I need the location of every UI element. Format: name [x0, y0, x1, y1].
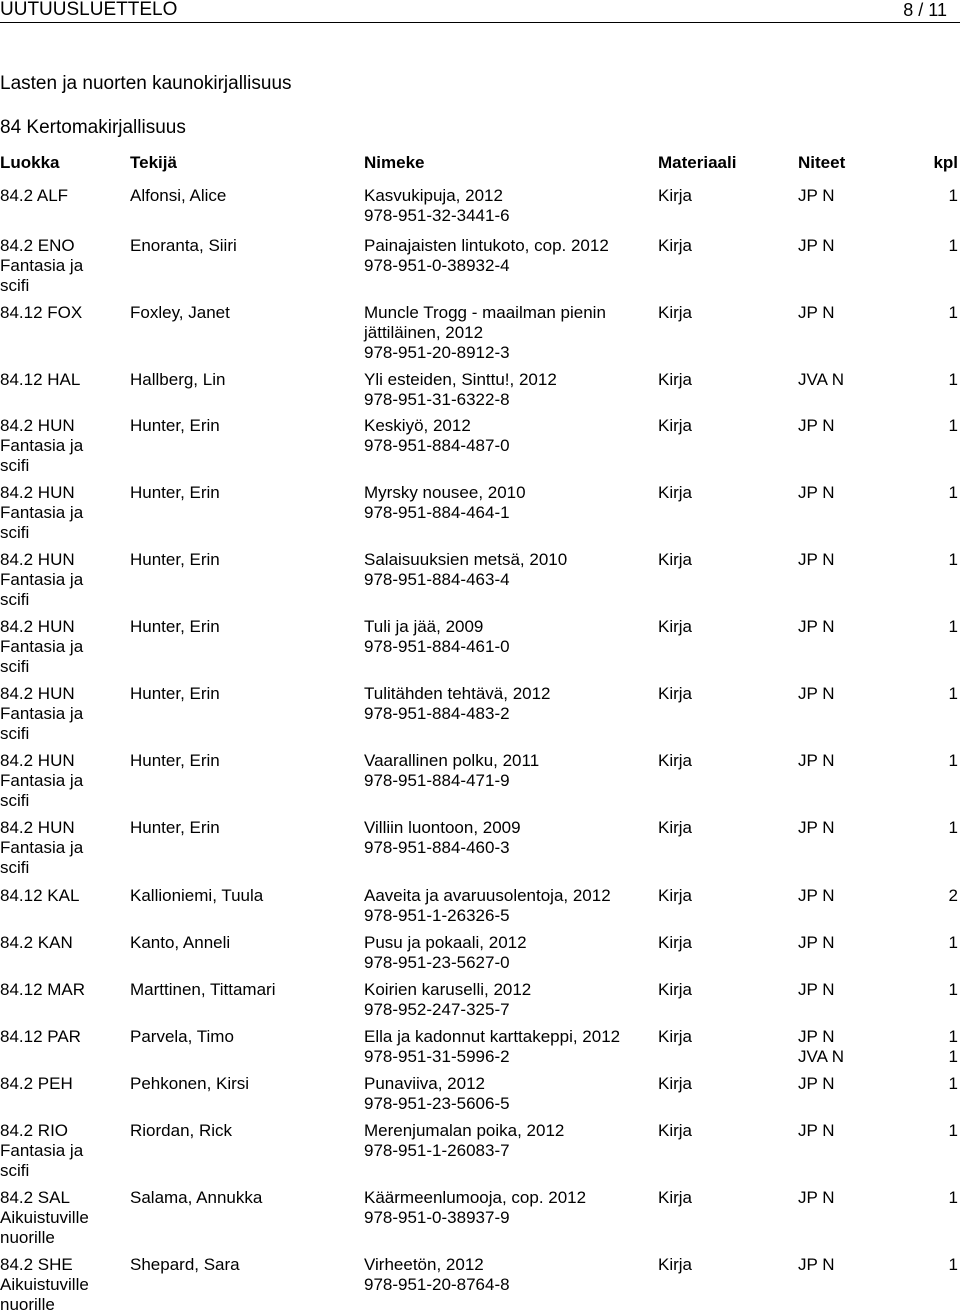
- cell-luokka-line: 84.12 MAR: [0, 980, 86, 999]
- cell-luokka: [0, 1074, 73, 1094]
- cell-nimeke: [364, 980, 531, 1020]
- cell-tekija-line: Enoranta, Siiri: [130, 236, 237, 255]
- cell-niteet: [798, 1188, 835, 1208]
- cell-luokka-line: scifi: [0, 590, 30, 609]
- cell-niteet-line: JP N: [798, 550, 835, 569]
- cell-luokka: [0, 886, 79, 906]
- cell-niteet: [798, 933, 835, 953]
- cell-materiaali: [658, 684, 692, 704]
- cell-nimeke-line: Kasvukipuja, 2012: [364, 186, 503, 205]
- cell-kpl: [949, 303, 958, 323]
- cell-niteet-line: JP N: [798, 980, 835, 999]
- cell-nimeke: [364, 1121, 564, 1161]
- cell-nimeke-line: Myrsky nousee, 2010: [364, 483, 526, 502]
- cell-tekija-line: Hunter, Erin: [130, 416, 220, 435]
- cell-nimeke-line: Ella ja kadonnut karttakeppi, 2012: [364, 1027, 621, 1046]
- cell-niteet-line: JP N: [798, 617, 835, 636]
- cell-kpl: [949, 933, 958, 953]
- cell-kpl-line: 1: [948, 550, 958, 569]
- cell-kpl-line: 1: [948, 370, 958, 389]
- cell-tekija-line: Salama, Annukka: [130, 1188, 263, 1207]
- cell-materiaali: [658, 1027, 692, 1047]
- cell-nimeke: [364, 617, 510, 657]
- cell-niteet: [798, 483, 835, 503]
- column-headers: [0, 153, 960, 173]
- cell-nimeke: [364, 1027, 620, 1067]
- cell-luokka-line: 84.12 KAL: [0, 886, 80, 905]
- cell-tekija: [130, 933, 230, 953]
- cell-luokka-line: scifi: [0, 724, 30, 743]
- cell-niteet-line: JP N: [798, 818, 835, 837]
- cell-nimeke: [364, 303, 606, 363]
- cell-materiaali-line: Kirja: [658, 236, 693, 255]
- cell-materiaali-line: Kirja: [658, 1255, 693, 1274]
- cell-kpl: [949, 550, 958, 570]
- cell-nimeke-line: 978-951-884-487-0: [364, 436, 510, 455]
- cell-nimeke-line: 978-951-0-38937-9: [364, 1208, 510, 1227]
- cell-materiaali-line: Kirja: [658, 550, 693, 569]
- cell-kpl: [949, 886, 958, 906]
- cell-materiaali-line: Kirja: [658, 751, 693, 770]
- col-tekija: Tekijä: [130, 153, 177, 172]
- cell-luokka-line: Aikuistuville: [0, 1275, 89, 1294]
- cell-luokka-line: scifi: [0, 1161, 30, 1180]
- cell-kpl-line: 1: [948, 236, 958, 255]
- cell-nimeke-line: 978-951-884-471-9: [364, 771, 510, 790]
- cell-tekija: [130, 886, 263, 906]
- cell-niteet: [798, 684, 835, 704]
- cell-materiaali-line: Kirja: [658, 933, 693, 952]
- cell-nimeke: [364, 236, 609, 276]
- cell-niteet-line: JP N: [798, 236, 835, 255]
- cell-materiaali: [658, 303, 692, 323]
- cell-tekija-line: Alfonsi, Alice: [130, 186, 227, 205]
- cell-kpl-line: 2: [948, 886, 958, 905]
- cell-niteet-line: JVA N: [798, 370, 844, 389]
- cell-nimeke-line: 978-951-20-8764-8: [364, 1275, 510, 1294]
- cell-nimeke-line: Tulitähden tehtävä, 2012: [364, 684, 551, 703]
- cell-tekija: [130, 1121, 232, 1141]
- cell-nimeke-line: Koirien karuselli, 2012: [364, 980, 532, 999]
- cell-nimeke: [364, 1188, 586, 1228]
- cell-nimeke: [364, 684, 551, 724]
- cell-nimeke: [364, 483, 526, 523]
- cell-luokka: [0, 980, 85, 1000]
- cell-nimeke: [364, 933, 527, 973]
- cell-kpl-line: 1: [948, 1255, 958, 1274]
- cell-nimeke: [364, 1074, 510, 1114]
- cell-materiaali-line: Kirja: [658, 818, 693, 837]
- cell-kpl: [949, 186, 958, 206]
- cell-tekija: [130, 1255, 240, 1275]
- cell-niteet-line: JP N: [798, 186, 835, 205]
- cell-tekija: [130, 751, 220, 771]
- cell-niteet: [798, 617, 835, 637]
- cell-kpl: [949, 1074, 958, 1094]
- cell-nimeke: [364, 1255, 510, 1295]
- cell-niteet: [798, 236, 835, 256]
- cell-kpl-line: 1: [948, 1074, 958, 1093]
- cell-tekija-line: Parvela, Timo: [130, 1027, 234, 1046]
- cell-materiaali-line: Kirja: [658, 416, 693, 435]
- cell-nimeke-line: 978-952-247-325-7: [364, 1000, 510, 1019]
- cell-niteet: [798, 303, 835, 323]
- cell-niteet: [798, 370, 844, 390]
- cell-nimeke-line: Painajaisten lintukoto, cop. 2012: [364, 236, 609, 255]
- cell-kpl: [949, 818, 958, 838]
- col-materiaali: Materiaali: [658, 153, 737, 172]
- cell-tekija: [130, 1027, 234, 1047]
- cell-luokka: [0, 1027, 81, 1047]
- cell-tekija-line: Riordan, Rick: [130, 1121, 233, 1140]
- cell-nimeke-line: Käärmeenlumooja, cop. 2012: [364, 1188, 587, 1207]
- cell-nimeke-line: 978-951-23-5606-5: [364, 1094, 510, 1113]
- cell-nimeke-line: Salaisuuksien metsä, 2010: [364, 550, 568, 569]
- cell-tekija-line: Marttinen, Tittamari: [130, 980, 276, 999]
- cell-niteet-line: JP N: [798, 1074, 835, 1093]
- cell-materiaali-line: Kirja: [658, 1027, 693, 1046]
- cell-materiaali: [658, 1121, 692, 1141]
- cell-luokka: [0, 933, 73, 953]
- cell-tekija-line: Hunter, Erin: [130, 483, 220, 502]
- cell-luokka-line: 84.12 PAR: [0, 1027, 81, 1046]
- cell-materiaali-line: Kirja: [658, 1188, 693, 1207]
- cell-tekija: [130, 303, 230, 323]
- cell-luokka-line: 84.12 HAL: [0, 370, 81, 389]
- cell-nimeke-line: jättiläinen, 2012: [364, 323, 484, 342]
- cell-nimeke-line: Yli esteiden, Sinttu!, 2012: [364, 370, 557, 389]
- cell-materiaali: [658, 236, 692, 256]
- cell-nimeke-line: Villiin luontoon, 2009: [364, 818, 521, 837]
- cell-kpl-line: 1: [948, 1121, 958, 1140]
- cell-tekija: [130, 684, 220, 704]
- cell-luokka-line: Fantasia ja: [0, 771, 84, 790]
- cell-tekija-line: Hunter, Erin: [130, 818, 220, 837]
- cell-kpl-line: 1: [948, 1188, 958, 1207]
- cell-kpl: [949, 751, 958, 771]
- cell-tekija-line: Hunter, Erin: [130, 550, 220, 569]
- cell-luokka-line: scifi: [0, 657, 30, 676]
- cell-materiaali: [658, 617, 692, 637]
- cell-materiaali: [658, 483, 692, 503]
- cell-kpl: [949, 1121, 958, 1141]
- cell-tekija: [130, 617, 220, 637]
- cell-materiaali: [658, 370, 692, 390]
- cell-luokka: [0, 751, 83, 811]
- cell-nimeke-line: Vaarallinen polku, 2011: [364, 751, 540, 770]
- cell-luokka-line: 84.2 HUN: [0, 751, 75, 770]
- cell-kpl: [949, 236, 958, 256]
- cell-kpl-line: 1: [948, 483, 958, 502]
- cell-nimeke-line: 978-951-1-26083-7: [364, 1141, 510, 1160]
- col-niteet: Niteet: [798, 153, 846, 172]
- cell-kpl-line: 1: [948, 617, 958, 636]
- cell-nimeke-line: Tuli ja jää, 2009: [364, 617, 484, 636]
- cell-nimeke-line: 978-951-884-461-0: [364, 637, 510, 656]
- cell-niteet-line: JP N: [798, 886, 835, 905]
- cell-tekija-line: Shepard, Sara: [130, 1255, 240, 1274]
- cell-niteet: [798, 416, 835, 436]
- cell-tekija: [130, 236, 237, 256]
- cell-tekija-line: Hunter, Erin: [130, 684, 220, 703]
- cell-materiaali-line: Kirja: [658, 684, 693, 703]
- cell-tekija: [130, 186, 226, 206]
- cell-nimeke-line: 978-951-20-8912-3: [364, 343, 510, 362]
- cell-materiaali: [658, 886, 692, 906]
- subsection-title: 84 Kertomakirjallisuus: [0, 117, 186, 138]
- cell-nimeke-line: 978-951-0-38932-4: [364, 256, 510, 275]
- cell-luokka: [0, 186, 68, 206]
- cell-nimeke-line: Merenjumalan poika, 2012: [364, 1121, 565, 1140]
- cell-luokka-line: 84.2 KAN: [0, 933, 73, 952]
- cell-materiaali-line: Kirja: [658, 370, 693, 389]
- cell-luokka-line: 84.2 ALF: [0, 186, 69, 205]
- cell-nimeke-line: 978-951-884-463-4: [364, 570, 510, 589]
- cell-luokka-line: 84.2 HUN: [0, 818, 75, 837]
- cell-niteet-line: JP N: [798, 1188, 835, 1207]
- cell-luokka-line: scifi: [0, 791, 30, 810]
- cell-luokka-line: 84.2 HUN: [0, 684, 75, 703]
- cell-tekija: [130, 550, 220, 570]
- cell-niteet: [798, 1255, 835, 1275]
- cell-kpl-line: 1: [948, 303, 958, 322]
- cell-nimeke: [364, 818, 521, 858]
- cell-niteet: [798, 980, 835, 1000]
- cell-luokka-line: Fantasia ja: [0, 1141, 84, 1160]
- cell-tekija: [130, 1074, 249, 1094]
- cell-nimeke: [364, 186, 510, 226]
- cell-luokka: [0, 1188, 89, 1248]
- cell-niteet-line: JP N: [798, 684, 835, 703]
- cell-niteet: [798, 818, 835, 838]
- cell-niteet: [798, 886, 835, 906]
- cell-luokka-line: 84.2 PEH: [0, 1074, 73, 1093]
- cell-luokka-line: scifi: [0, 276, 30, 295]
- cell-niteet: [798, 1121, 835, 1141]
- cell-kpl: [949, 370, 958, 390]
- cell-materiaali: [658, 751, 692, 771]
- cell-nimeke-line: Pusu ja pokaali, 2012: [364, 933, 527, 952]
- cell-kpl: [949, 416, 958, 436]
- cell-nimeke: [364, 370, 557, 410]
- section-title: Lasten ja nuorten kaunokirjallisuus: [0, 73, 292, 94]
- cell-luokka-line: Fantasia ja: [0, 503, 84, 522]
- cell-materiaali-line: Kirja: [658, 886, 693, 905]
- cell-luokka: [0, 1121, 83, 1181]
- cell-kpl-line: 1: [948, 416, 958, 435]
- cell-tekija-line: Foxley, Janet: [130, 303, 230, 322]
- cell-tekija-line: Kallioniemi, Tuula: [130, 886, 264, 905]
- cell-nimeke-line: 978-951-884-464-1: [364, 503, 510, 522]
- cell-nimeke: [364, 416, 510, 456]
- col-nimeke: Nimeke: [364, 153, 425, 172]
- cell-materiaali: [658, 186, 692, 206]
- cell-kpl-line: 1: [948, 684, 958, 703]
- cell-nimeke-line: 978-951-1-26326-5: [364, 906, 510, 925]
- cell-materiaali: [658, 818, 692, 838]
- cell-kpl: [949, 684, 958, 704]
- cell-materiaali: [658, 980, 692, 1000]
- cell-kpl-line: 1: [948, 818, 958, 837]
- cell-niteet: [798, 550, 835, 570]
- cell-materiaali-line: Kirja: [658, 1074, 693, 1093]
- cell-luokka-line: 84.2 SAL: [0, 1188, 70, 1207]
- cell-tekija: [130, 370, 225, 390]
- cell-luokka-line: 84.2 HUN: [0, 550, 75, 569]
- col-kpl: kpl: [933, 153, 958, 172]
- cell-luokka-line: 84.12 FOX: [0, 303, 83, 322]
- cell-nimeke: [364, 550, 567, 590]
- cell-luokka-line: Fantasia ja: [0, 436, 84, 455]
- cell-nimeke-line: Keskiyö, 2012: [364, 416, 471, 435]
- cell-materiaali: [658, 1188, 692, 1208]
- cell-niteet-line: JP N: [798, 416, 835, 435]
- cell-tekija: [130, 818, 220, 838]
- cell-materiaali-line: Kirja: [658, 186, 693, 205]
- cell-nimeke: [364, 751, 539, 791]
- cell-materiaali-line: Kirja: [658, 303, 693, 322]
- cell-luokka-line: scifi: [0, 858, 30, 877]
- cell-niteet: [798, 186, 835, 206]
- cell-kpl-line: 1: [948, 933, 958, 952]
- cell-tekija-line: Hunter, Erin: [130, 617, 220, 636]
- cell-luokka: [0, 416, 83, 476]
- cell-luokka-line: Fantasia ja: [0, 704, 84, 723]
- cell-kpl: [949, 980, 958, 1000]
- cell-luokka: [0, 550, 83, 610]
- cell-luokka-line: nuorille: [0, 1295, 55, 1314]
- cell-kpl: [949, 483, 958, 503]
- cell-luokka-line: 84.2 HUN: [0, 483, 75, 502]
- cell-luokka-line: 84.2 HUN: [0, 416, 75, 435]
- cell-niteet-line: JP N: [798, 1255, 835, 1274]
- cell-nimeke-line: 978-951-884-460-3: [364, 838, 510, 857]
- cell-luokka-line: scifi: [0, 523, 30, 542]
- cell-tekija-line: Kanto, Anneli: [130, 933, 231, 952]
- cell-kpl-line: 1: [948, 1047, 958, 1066]
- cell-niteet-line: JP N: [798, 483, 835, 502]
- cell-niteet-line: JP N: [798, 303, 835, 322]
- cell-materiaali: [658, 416, 692, 436]
- cell-niteet-line: JP N: [798, 1121, 835, 1140]
- cell-materiaali-line: Kirja: [658, 1121, 693, 1140]
- cell-luokka: [0, 370, 80, 390]
- cell-luokka-line: Fantasia ja: [0, 637, 84, 656]
- cell-materiaali: [658, 1255, 692, 1275]
- cell-luokka: [0, 1255, 89, 1315]
- cell-luokka: [0, 483, 83, 543]
- cell-luokka: [0, 684, 83, 744]
- cell-luokka-line: Fantasia ja: [0, 570, 84, 589]
- cell-tekija: [130, 416, 220, 436]
- cell-luokka-line: nuorille: [0, 1228, 55, 1247]
- cell-luokka-line: 84.2 RIO: [0, 1121, 69, 1140]
- cell-luokka-line: Fantasia ja: [0, 838, 84, 857]
- cell-luokka-line: 84.2 ENO: [0, 236, 75, 255]
- cell-materiaali-line: Kirja: [658, 617, 693, 636]
- cell-materiaali-line: Kirja: [658, 980, 693, 999]
- cell-niteet: [798, 1027, 844, 1067]
- cell-tekija-line: Hunter, Erin: [130, 751, 220, 770]
- cell-niteet: [798, 751, 835, 771]
- cell-nimeke-line: 978-951-884-483-2: [364, 704, 510, 723]
- cell-luokka: [0, 818, 83, 878]
- cell-tekija-line: Hallberg, Lin: [130, 370, 226, 389]
- cell-tekija-line: Pehkonen, Kirsi: [130, 1074, 250, 1093]
- cell-niteet-line: JP N: [798, 1027, 835, 1046]
- cell-tekija: [130, 483, 220, 503]
- cell-kpl: [949, 1188, 958, 1208]
- cell-niteet-line: JVA N: [798, 1047, 844, 1066]
- cell-materiaali-line: Kirja: [658, 483, 693, 502]
- cell-nimeke-line: 978-951-32-3441-6: [364, 206, 510, 225]
- cell-nimeke-line: Punaviiva, 2012: [364, 1074, 485, 1093]
- cell-tekija: [130, 980, 276, 1000]
- cell-nimeke: [364, 886, 611, 926]
- cell-nimeke-line: 978-951-23-5627-0: [364, 953, 510, 972]
- cell-luokka: [0, 617, 83, 677]
- cell-kpl: [949, 617, 958, 637]
- cell-niteet: [798, 1074, 835, 1094]
- page-header: [0, 0, 960, 23]
- cell-nimeke-line: 978-951-31-6322-8: [364, 390, 510, 409]
- cell-niteet-line: JP N: [798, 751, 835, 770]
- catalog-title: UUTUUSLUETTELO: [0, 0, 178, 20]
- cell-kpl-line: 1: [948, 980, 958, 999]
- cell-luokka-line: 84.2 HUN: [0, 617, 75, 636]
- cell-niteet-line: JP N: [798, 933, 835, 952]
- cell-kpl: [949, 1255, 958, 1275]
- cell-luokka-line: 84.2 SHE: [0, 1255, 73, 1274]
- cell-kpl-line: 1: [948, 751, 958, 770]
- cell-nimeke-line: Aaveita ja avaruusolentoja, 2012: [364, 886, 611, 905]
- cell-tekija: [130, 1188, 262, 1208]
- page-number: 8 / 11: [903, 0, 947, 20]
- cell-kpl: [949, 1027, 958, 1067]
- cell-kpl-line: 1: [948, 1027, 958, 1046]
- cell-luokka: [0, 303, 82, 323]
- cell-luokka-line: Aikuistuville: [0, 1208, 89, 1227]
- cell-nimeke-line: 978-951-31-5996-2: [364, 1047, 510, 1066]
- cell-luokka-line: Fantasia ja: [0, 256, 84, 275]
- cell-materiaali: [658, 933, 692, 953]
- cell-kpl-line: 1: [948, 186, 958, 205]
- cell-materiaali: [658, 550, 692, 570]
- cell-luokka-line: scifi: [0, 456, 30, 475]
- cell-nimeke-line: Muncle Trogg - maailman pienin: [364, 303, 606, 322]
- col-luokka: Luokka: [0, 153, 60, 172]
- cell-nimeke-line: Virheetön, 2012: [364, 1255, 484, 1274]
- cell-materiaali: [658, 1074, 692, 1094]
- cell-luokka: [0, 236, 83, 296]
